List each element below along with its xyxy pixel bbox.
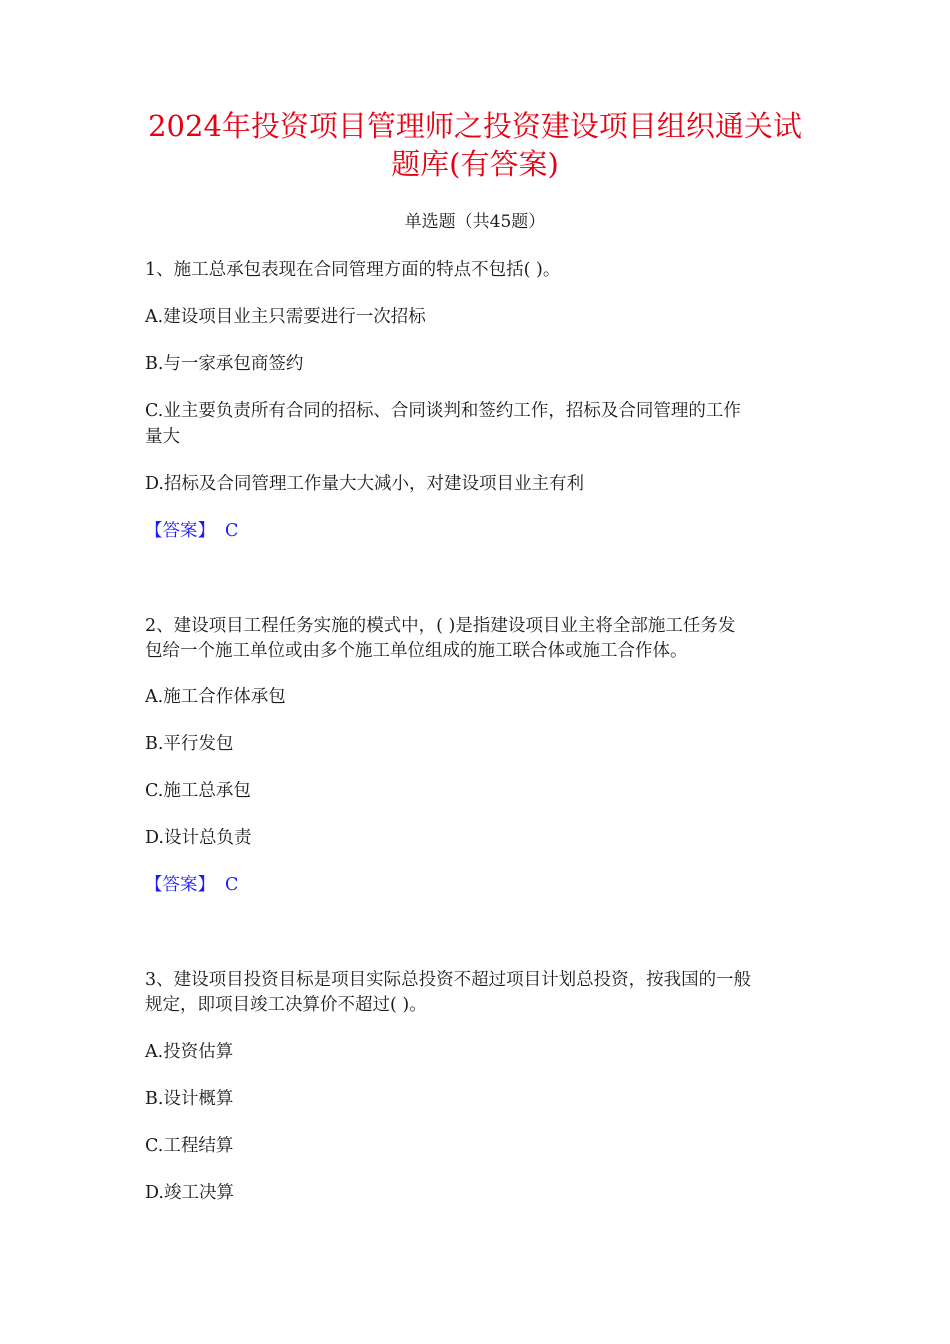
option-b: B.平行发包	[145, 734, 234, 754]
document-title-line-1: 2024年投资项目管理师之投资建设项目组织通关试	[148, 109, 802, 143]
option-a: A.投资估算	[145, 1042, 234, 1062]
option-b: B.设计概算	[145, 1089, 234, 1109]
option-d: D.设计总负责	[145, 828, 252, 848]
question-stem: 3、建设项目投资目标是项目实际总投资不超过项目计划总投资，按我国的一般	[145, 970, 752, 990]
option-c-continuation: 量大	[145, 427, 180, 447]
option-b: B.与一家承包商签约	[145, 354, 304, 374]
option-a: A.建设项目业主只需要进行一次招标	[145, 307, 426, 327]
option-c: C.业主要负责所有合同的招标、合同谈判和签约工作，招标及合同管理的工作	[145, 401, 741, 421]
answer-label: 【答案】	[145, 521, 215, 541]
question-stem-continuation: 包给一个施工单位或由多个施工单位组成的施工联合体或施工合作体。	[145, 641, 688, 661]
answer-label: 【答案】	[145, 875, 215, 895]
option-d: D.招标及合同管理工作量大大减小，对建设项目业主有利	[145, 474, 584, 494]
option-c: C.工程结算	[145, 1136, 234, 1156]
question-stem: 2、建设项目工程任务实施的模式中，( )是指建设项目业主将全部施工任务发	[145, 616, 736, 636]
document-title-line-2: 题库(有答案)	[391, 147, 559, 181]
answer-line	[145, 519, 238, 543]
option-a: A.施工合作体承包	[145, 687, 286, 707]
answer-value: C	[225, 521, 239, 541]
question-stem: 1、施工总承包表现在合同管理方面的特点不包括( )。	[145, 260, 561, 280]
option-d: D.竣工决算	[145, 1183, 234, 1203]
answer-value: C	[225, 875, 239, 895]
section-heading: 单选题（共45题）	[404, 212, 546, 232]
option-c: C.施工总承包	[145, 781, 251, 801]
question-stem-continuation: 规定，即项目竣工决算价不超过( )。	[145, 995, 427, 1015]
answer-line	[145, 873, 238, 897]
